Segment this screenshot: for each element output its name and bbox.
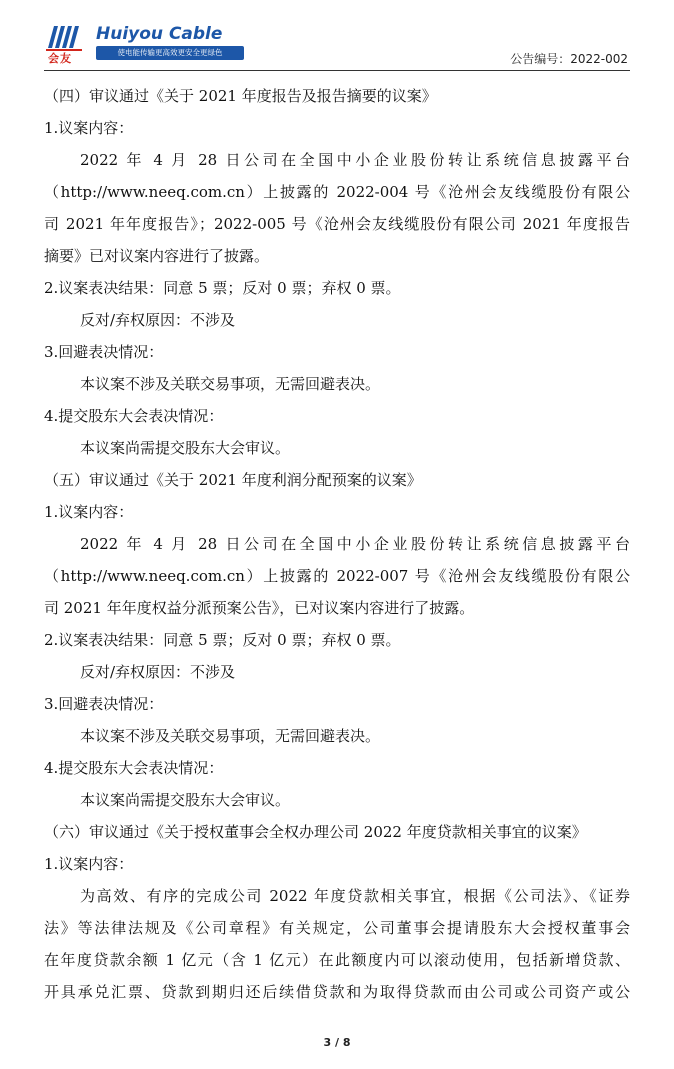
page-header (0, 0, 674, 76)
vote-result: 2.议案表决结果：同意 5 票；反对 0 票；弃权 0 票。 (44, 631, 401, 649)
paragraph-line: 摘要》已对议案内容进行了披露。 (44, 247, 270, 265)
paragraph-line: 在年度贷款余额 1 亿元（含 1 亿元）在此额度内可以滚动使用，包括新增贷款、 (44, 951, 630, 969)
paragraph-line: 为高效、有序的完成公司 2022 年度贷款相关事宜，根据《公司法》、《证券 (80, 887, 630, 905)
item-title: 4.提交股东大会表决情况： (44, 759, 224, 777)
item-title: 3.回避表决情况： (44, 343, 164, 361)
document-body (44, 80, 630, 1008)
logo-english-text: Huiyou Cable (96, 24, 223, 44)
announcement-number: 公告编号：2022-002 (510, 52, 628, 66)
item-title: 4.提交股东大会表决情况： (44, 407, 224, 425)
paragraph-line: 开具承兑汇票、贷款到期归还后续借贷款和为取得贷款而由公司或公司资产或公 (44, 983, 630, 1001)
paragraph-line: （http://www.neeq.com.cn）上披露的 2022-007 号《沧州会友线缆股份有限公 (44, 567, 630, 585)
vote-reason: 反对/弃权原因：不涉及 (80, 311, 236, 329)
section-heading-4: （四）审议通过《关于 2021 年度报告及报告摘要的议案》 (44, 87, 437, 105)
paragraph-line: 本议案不涉及关联交易事项，无需回避表决。 (80, 375, 381, 393)
item-title: 1.议案内容： (44, 119, 134, 137)
paragraph-line: 2022 年 4 月 28 日公司在全国中小企业股份转让系统信息披露平台 (80, 151, 630, 169)
paragraph-line: 本议案尚需提交股东大会审议。 (80, 439, 291, 457)
page-number: 3 / 8 (323, 1036, 351, 1049)
logo-slogan: 使电能传输更高效更安全更绿色 (96, 46, 244, 60)
header-divider (44, 70, 630, 71)
paragraph-line: 本议案尚需提交股东大会审议。 (80, 791, 291, 809)
vote-result: 2.议案表决结果：同意 5 票；反对 0 票；弃权 0 票。 (44, 279, 401, 297)
paragraph-line: 本议案不涉及关联交易事项，无需回避表决。 (80, 727, 381, 745)
paragraph-line: （http://www.neeq.com.cn）上披露的 2022-004 号《沧州会友线缆股份有限公 (44, 183, 630, 201)
paragraph-line: 司 2021 年年度权益分派预案公告》，已对议案内容进行了披露。 (44, 599, 475, 617)
paragraph-line: 司 2021 年年度报告》；2022-005 号《沧州会友线缆股份有限公司 2021 年度报告 (44, 215, 630, 233)
section-heading-6: （六）审议通过《关于授权董事会全权办理公司 2022 年度贷款相关事宜的议案》 (44, 823, 587, 841)
paragraph-line: 法》等法律法规及《公司章程》有关规定，公司董事会提请股东大会授权董事会 (44, 919, 630, 937)
item-title: 1.议案内容： (44, 855, 134, 873)
item-title: 3.回避表决情况： (44, 695, 164, 713)
logo-chinese-text: 会友 (48, 52, 72, 65)
vote-reason: 反对/弃权原因：不涉及 (80, 663, 236, 681)
paragraph-line: 2022 年 4 月 28 日公司在全国中小企业股份转让系统信息披露平台 (80, 535, 630, 553)
company-logo (44, 22, 223, 66)
section-heading-5: （五）审议通过《关于 2021 年度利润分配预案的议案》 (44, 471, 422, 489)
item-title: 1.议案内容： (44, 503, 134, 521)
